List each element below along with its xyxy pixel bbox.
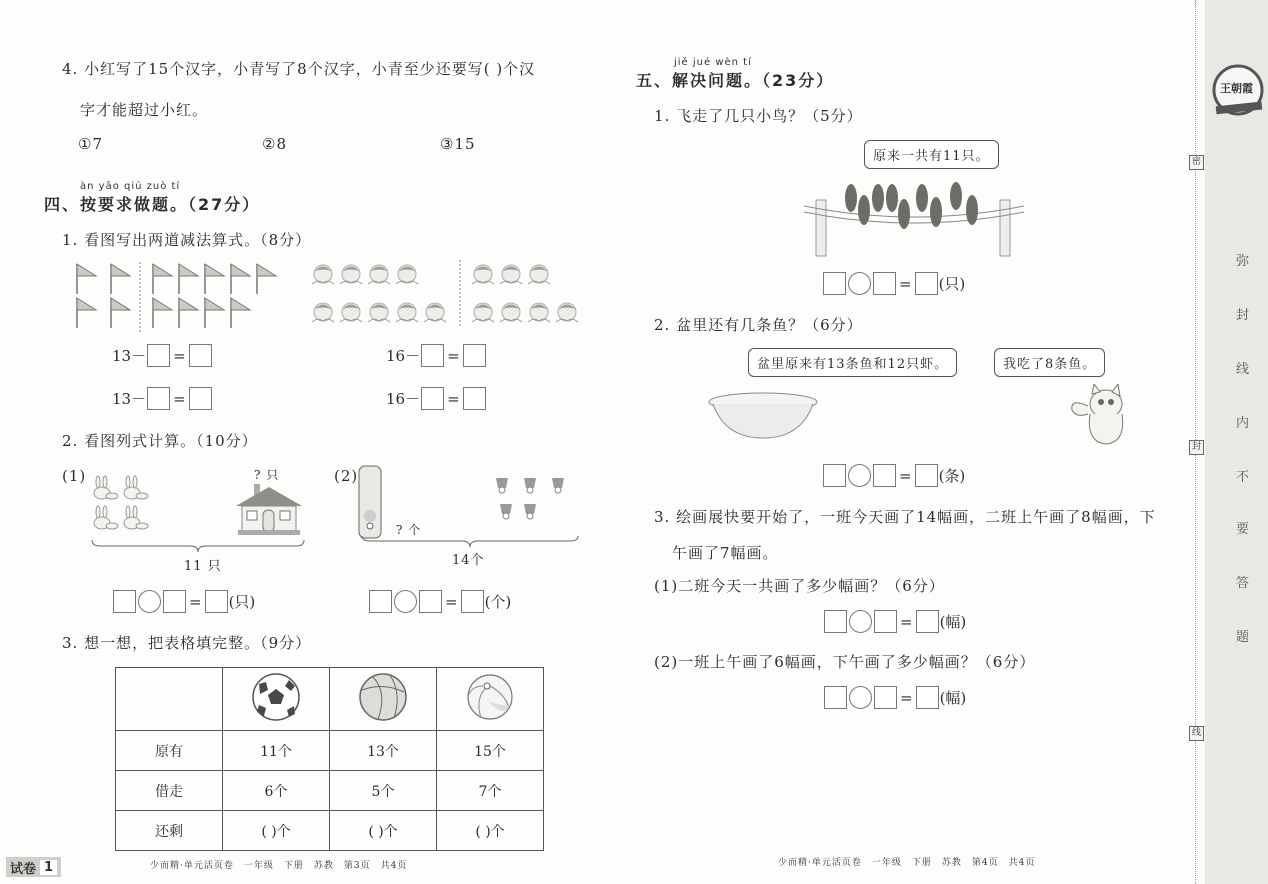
part2-question: ? 个 xyxy=(396,523,422,537)
brace-icon xyxy=(90,538,306,554)
badge-text: 试卷 xyxy=(10,861,37,877)
badge-number: 1 xyxy=(40,860,57,875)
answer-box[interactable] xyxy=(163,590,186,613)
answer-box[interactable] xyxy=(824,610,847,633)
equation-lhs: 13－ xyxy=(112,347,147,365)
section5-title: 五、解决问题。（23分） xyxy=(636,71,835,90)
q4-option-3[interactable]: ③15 xyxy=(440,135,476,153)
answer-box[interactable] xyxy=(874,610,897,633)
basketball-icon xyxy=(358,672,408,722)
table-row xyxy=(116,731,544,771)
answer-box[interactable] xyxy=(874,686,897,709)
s5-q3-line1: 3. 绘画展快要开始了，一班今天画了14幅画，二班上午画了8幅画，下 xyxy=(654,508,1156,526)
part2-total: 14个 xyxy=(452,553,485,568)
equation-birds: = (只) xyxy=(823,272,965,295)
answer-box[interactable] xyxy=(873,464,896,487)
unit-label: (只) xyxy=(938,275,966,293)
s5-q1-title: 1. 飞走了几只小鸟？（5分） xyxy=(654,107,863,125)
unit-label: (幅) xyxy=(939,689,967,707)
operator-circle[interactable] xyxy=(848,272,871,295)
unit-label: (幅) xyxy=(939,613,967,631)
left-footer-text: 少而精·单元活页卷 一年级 下册 苏教 第3页 共4页 xyxy=(150,861,408,871)
row-label: 原有 xyxy=(116,731,223,771)
equals-sign: = xyxy=(173,389,186,408)
peach-icon xyxy=(308,260,593,330)
row-label: 借走 xyxy=(116,771,223,811)
answer-box[interactable] xyxy=(419,590,442,613)
table-cell: 11个 xyxy=(223,731,330,771)
q4-option-1[interactable]: ①7 xyxy=(78,135,103,153)
speech-bubble-basin: 盆里原来有13条鱼和12只虾。 xyxy=(748,348,957,377)
equation-peaches-2 xyxy=(386,387,486,410)
seal-mark: 密 xyxy=(1189,155,1204,170)
table-cell: 7个 xyxy=(437,771,544,811)
q4-line2: 字才能超过小红。 xyxy=(80,101,209,119)
s4-q3-title: 3. 想一想，把表格填完整。（9分） xyxy=(62,634,312,652)
q4-option-2[interactable]: ②8 xyxy=(262,135,287,153)
answer-box[interactable] xyxy=(915,464,938,487)
answer-box[interactable] xyxy=(461,590,484,613)
table-row xyxy=(116,811,544,851)
seal-char: 题 xyxy=(1236,630,1250,645)
table-row xyxy=(116,771,544,811)
equation-flags-1 xyxy=(112,344,212,367)
equals-sign: = xyxy=(447,389,460,408)
table-cell: 5个 xyxy=(330,771,437,811)
answer-box[interactable] xyxy=(873,272,896,295)
answer-box[interactable] xyxy=(824,686,847,709)
part1-total: 11 只 xyxy=(184,559,222,574)
answer-cell[interactable]: ( )个 xyxy=(330,811,437,851)
basin-icon xyxy=(705,390,821,442)
answer-box[interactable] xyxy=(421,387,444,410)
answer-box[interactable] xyxy=(823,272,846,295)
brace-icon xyxy=(360,534,580,548)
answer-box[interactable] xyxy=(463,344,486,367)
table-cell: 6个 xyxy=(223,771,330,811)
house-icon xyxy=(236,484,302,536)
equation-flags-2 xyxy=(112,387,212,410)
operator-circle[interactable] xyxy=(848,464,871,487)
exam-badge xyxy=(6,857,61,877)
publisher-logo xyxy=(1212,62,1264,120)
operator-circle[interactable] xyxy=(849,610,872,633)
seal-char: 要 xyxy=(1236,522,1250,537)
table-corner-cell xyxy=(116,668,223,731)
s4-q2-title: 2. 看图列式计算。（10分） xyxy=(62,432,258,450)
seal-char: 弥 xyxy=(1236,254,1250,269)
seal-mark: 封 xyxy=(1189,440,1204,455)
flag-icon xyxy=(74,262,284,332)
equation-fish: = (条) xyxy=(823,464,965,487)
beach-ball-header xyxy=(437,668,544,731)
part1-label: (1) xyxy=(62,467,87,485)
answer-box[interactable] xyxy=(421,344,444,367)
answer-box[interactable] xyxy=(113,590,136,613)
equation-part1: = (只) xyxy=(113,590,255,613)
logo-text: 王朝霞 xyxy=(1220,82,1253,95)
speech-bubble-cat: 我吃了8条鱼。 xyxy=(994,348,1105,377)
s5-q3-sub2: (2)一班上午画了6幅画，下午画了多少幅画？（6分） xyxy=(654,653,1036,671)
answer-box[interactable] xyxy=(147,387,170,410)
seal-char: 答 xyxy=(1236,576,1250,591)
speech-bubble: 原来一共有11只。 xyxy=(864,140,999,169)
section4-pinyin: àn yāo qiú zuò tí xyxy=(80,181,181,192)
q4-line1: 4. 小红写了15个汉字，小青写了8个汉字，小青至少还要写( )个汉 xyxy=(62,60,536,78)
answer-box[interactable] xyxy=(147,344,170,367)
answer-box[interactable] xyxy=(189,387,212,410)
seal-char: 不 xyxy=(1236,470,1250,485)
right-footer-text: 少而精·单元活页卷 一年级 下册 苏教 第4页 共4页 xyxy=(778,858,1036,868)
binding-sidebar xyxy=(1205,0,1268,884)
part1-question: ? 只 xyxy=(254,468,280,482)
ball-table xyxy=(115,667,544,851)
soccer-ball-header xyxy=(223,668,330,731)
soccer-ball-icon xyxy=(251,672,301,722)
s5-q3-line2: 午画了7幅画。 xyxy=(672,544,779,562)
part2-label: (2) xyxy=(334,467,359,485)
section5-pinyin: jiě jué wèn tí xyxy=(674,57,752,68)
birds-on-wire-icon xyxy=(796,168,1032,258)
equation-peaches-1 xyxy=(386,344,486,367)
unit-label: (只) xyxy=(228,593,256,611)
table-cell: 13个 xyxy=(330,731,437,771)
answer-cell[interactable]: ( )个 xyxy=(223,811,330,851)
equation-lhs: 13－ xyxy=(112,390,147,408)
answer-cell[interactable]: ( )个 xyxy=(437,811,544,851)
unit-label: (条) xyxy=(938,467,966,485)
equation-lhs: 16－ xyxy=(386,390,421,408)
equals-sign: = xyxy=(173,346,186,365)
answer-box[interactable] xyxy=(369,590,392,613)
seal-mark: 线 xyxy=(1189,726,1204,741)
section4-title: 四、按要求做题。（27分） xyxy=(44,195,261,214)
operator-circle[interactable] xyxy=(138,590,161,613)
s5-q3-sub1: (1)二班今天一共画了多少幅画？（6分） xyxy=(654,577,945,595)
answer-box[interactable] xyxy=(189,344,212,367)
s5-q2-title: 2. 盆里还有几条鱼？（6分） xyxy=(654,316,863,334)
operator-circle[interactable] xyxy=(394,590,417,613)
seal-char: 线 xyxy=(1236,362,1250,377)
equals-sign: = xyxy=(447,346,460,365)
answer-box[interactable] xyxy=(205,590,228,613)
answer-box[interactable] xyxy=(916,686,939,709)
s4-q1-title: 1. 看图写出两道减法算式。（8分） xyxy=(62,231,312,249)
shuttlecock-icon xyxy=(492,476,574,526)
rabbit-icon xyxy=(92,475,152,535)
table-cell: 15个 xyxy=(437,731,544,771)
operator-circle[interactable] xyxy=(849,686,872,709)
equation-lhs: 16－ xyxy=(386,347,421,365)
unit-label: (个) xyxy=(484,593,512,611)
cat-icon xyxy=(1066,384,1130,446)
seal-char: 内 xyxy=(1236,416,1250,431)
answer-box[interactable] xyxy=(823,464,846,487)
equation-part2: = (个) xyxy=(369,590,511,613)
row-label: 还剩 xyxy=(116,811,223,851)
equation-sub1: = (幅) xyxy=(824,610,966,633)
answer-box[interactable] xyxy=(916,610,939,633)
beach-ball-icon xyxy=(465,672,515,722)
answer-box[interactable] xyxy=(915,272,938,295)
equation-sub2: = (幅) xyxy=(824,686,966,709)
shuttlecock-tube-icon xyxy=(357,464,383,540)
basketball-header xyxy=(330,668,437,731)
answer-box[interactable] xyxy=(463,387,486,410)
seal-char: 封 xyxy=(1236,308,1250,323)
